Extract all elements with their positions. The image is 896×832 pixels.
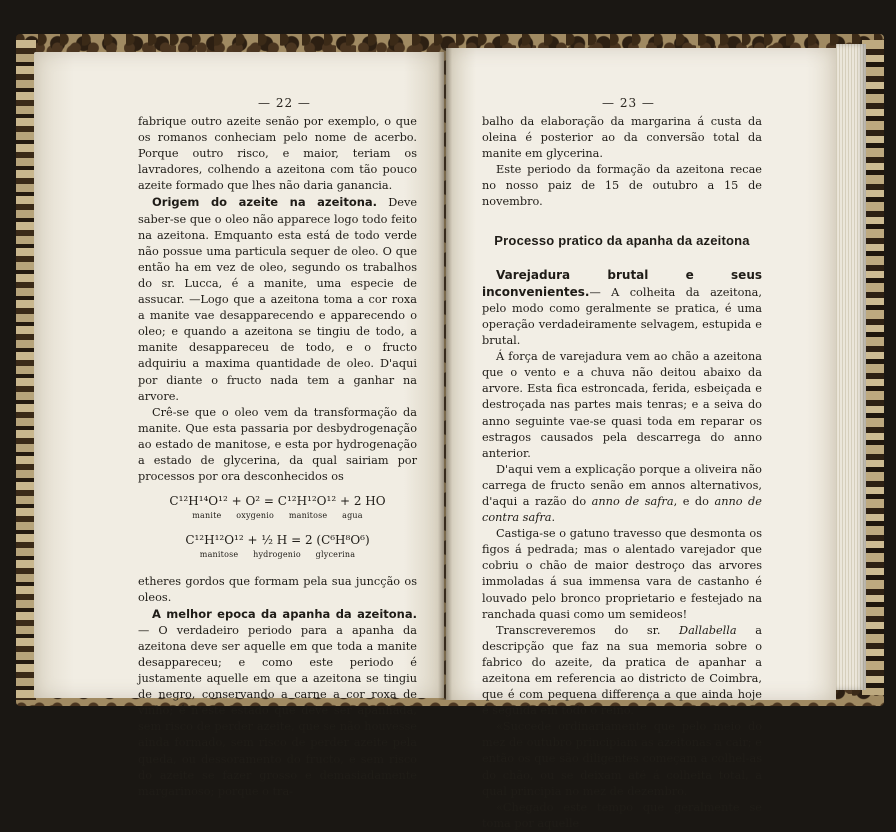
formula-label: hydrogenio: [253, 550, 301, 560]
page-edges: [836, 44, 866, 690]
right-paragraph-5-part: D'aqui vem a explicação porque a oliveira não carrega de fructo senão em annos alternativos, d'aqui a razão do: [482, 462, 762, 508]
left-paragraph-3: Crê-se que o oleo vem da transformação da manite. Que esta passaria por desbydrogenação ao estado de manitose, e esta por hydrogenação a estado de glycerina, da qual sairiam por processos por ora desconhecidos os: [138, 405, 417, 484]
left-after-formula: etheres gordos que formam pela sua juncção os oleos.: [138, 574, 417, 604]
right-paragraph-7: [482, 623, 762, 720]
right-paragraph-7-part: Transcreveremos do sr.: [496, 623, 680, 637]
italic-anno-de-safra: anno de safra: [591, 494, 674, 508]
left-paragraph-4-body: — O verdadeiro periodo para a apanha da azeitona deve ser aquelle em que toda a manite desappareceu; e como este periodo é justamente aquelle em que a azeitona se tingiu de negro, conservando a carne a cor roxa de vinho; é n'este estado que deve ser apanhada, sem risco de perder azeite, que se não houvesse ainda formado, sem risco de perder azeite pela queda, ou dessoramento do fructo, e sem risco do azeite se fazer grosso e demasiadamente margarinoso; porque o tra-: [138, 623, 417, 798]
formula-2: C¹²H¹²O¹² + ½ H = 2 (C⁶H⁸O⁶): [185, 533, 370, 548]
left-page-text: [138, 114, 417, 800]
right-paragraph-3: [482, 267, 762, 349]
formula-label: oxygenio: [236, 511, 275, 521]
section-heading: Processo pratico da apanha da azeitona: [494, 232, 750, 248]
italic-anno-de-contra-safra: anno de contra safra: [482, 494, 762, 525]
left-paragraph-2: [138, 194, 417, 404]
formula-1: C¹²H¹⁴O¹² + O² = C¹²H¹²O¹² + 2 HO: [169, 494, 386, 509]
run-in-heading-origem: Origem do azeite na azeitona.: [152, 195, 378, 210]
formula-1-labels: [138, 508, 417, 524]
formula-label: agua: [342, 511, 363, 521]
gutter-shadow: [438, 48, 452, 700]
left-page-number: — 22 —: [258, 96, 311, 110]
formula-label: manitose: [288, 511, 328, 521]
right-page-number: — 23 —: [602, 96, 655, 110]
cover-edge-left: [16, 40, 36, 700]
right-paragraph-1: balho da elaboração da margarina á custa da oleina é posterior ao da conversão total da manite em glycerina.: [482, 115, 762, 161]
run-in-heading-melhor-epoca: A melhor epoca da apanha da azeitona.: [152, 606, 417, 621]
right-paragraph-5-part: , e do: [673, 494, 715, 508]
right-paragraph-6: Castiga-se o gatuno travesso que desmonta os figos á pedrada; mas o alentado varejador que cobriu o chão de maior destroço das arvores immoladas á sua immensa vara de castanho é louvado pelo bronco proprietario e festejado na ranchada quasi como um semideos!: [482, 527, 762, 621]
right-paragraph-2: Este periodo da formação da azeitona recae no nosso paiz de 15 de outubro a 15 de novembro.: [482, 163, 762, 209]
right-paragraph-3-body: — A colheita da azeitona, pelo modo como geralmente se pratica, é uma operação verdadeiramente selvagem, estupida e brutal.: [482, 285, 762, 348]
right-paragraph-5: [482, 462, 762, 526]
left-paragraph-1: fabrique outro azeite senão por exemplo, o que os romanos conheciam pelo nome de acerbo. Porque outro risco, e maior, teriam os lavradores, colhendo a azeitona com tão pouco azeite formado que lhes não daria ganancia.: [138, 115, 417, 193]
left-paragraph-4: [138, 606, 417, 800]
right-paragraph-9: «Chegado este tempo que geralmente se toma por aquelle: [482, 800, 762, 830]
formula-2-labels: [138, 547, 417, 563]
italic-dallabella: Dallabella: [679, 623, 737, 637]
right-page-text: [482, 114, 762, 832]
left-paragraph-2-body: Deve saber-se que o oleo não apparece logo todo feito na azeitona. Emquanto esta está de todo verde não possue uma particula sequer de oleo. O que então ha em vez de oleo, segundo os trabalhos do sr. Lucca, é a manite, uma especie de assucar. —Logo que a azeitona toma a cor roxa a manite vae desapparecendo e apparecendo o oleo; e quando a azeitona se tingiu de todo, a manite desappareceu de todo, e o fructo adquiriu a maxima quantidade de oleo. D'aqui por diante o fructo nada tem a ganhar na arvore.: [138, 196, 418, 403]
right-paragraph-8: «Succede ordinariamente que pelo meio do mez de outubro principiam as azeitonas a cair; e então os que são diligentes começam a colhel-as do chão, ou se deixam até á colheita total, a qual principia no mez de dezembro.: [482, 720, 762, 798]
right-paragraph-5-part: .: [551, 511, 556, 525]
right-paragraph-7-part: a descripção que faz na sua memoria sobre o fabrico do azeite, da pratica de apanhar a azeitona em referencia ao districto de Coimbra, que é com pequena differença a que ainda hoje é seguida em todo o reino.: [482, 623, 762, 718]
formula-label: glycerina: [315, 550, 356, 560]
formula-label: manite: [192, 511, 222, 521]
run-in-heading-varejadura: Varejadura brutal e seus inconvenientes.: [482, 267, 762, 299]
formula-label: manitose: [199, 550, 239, 560]
right-paragraph-4: Á força de varejadura vem ao chão a azeitona que o vento e a chuva não deitou abaixo da arvore. Esta fica estroncada, ferida, esbeiçada e destroçada nas partes mais tenras; e a seiva do anno seguinte vae-se quasi toda em reparar os estragos causados pela descarrega do anno anterior.: [482, 350, 762, 460]
